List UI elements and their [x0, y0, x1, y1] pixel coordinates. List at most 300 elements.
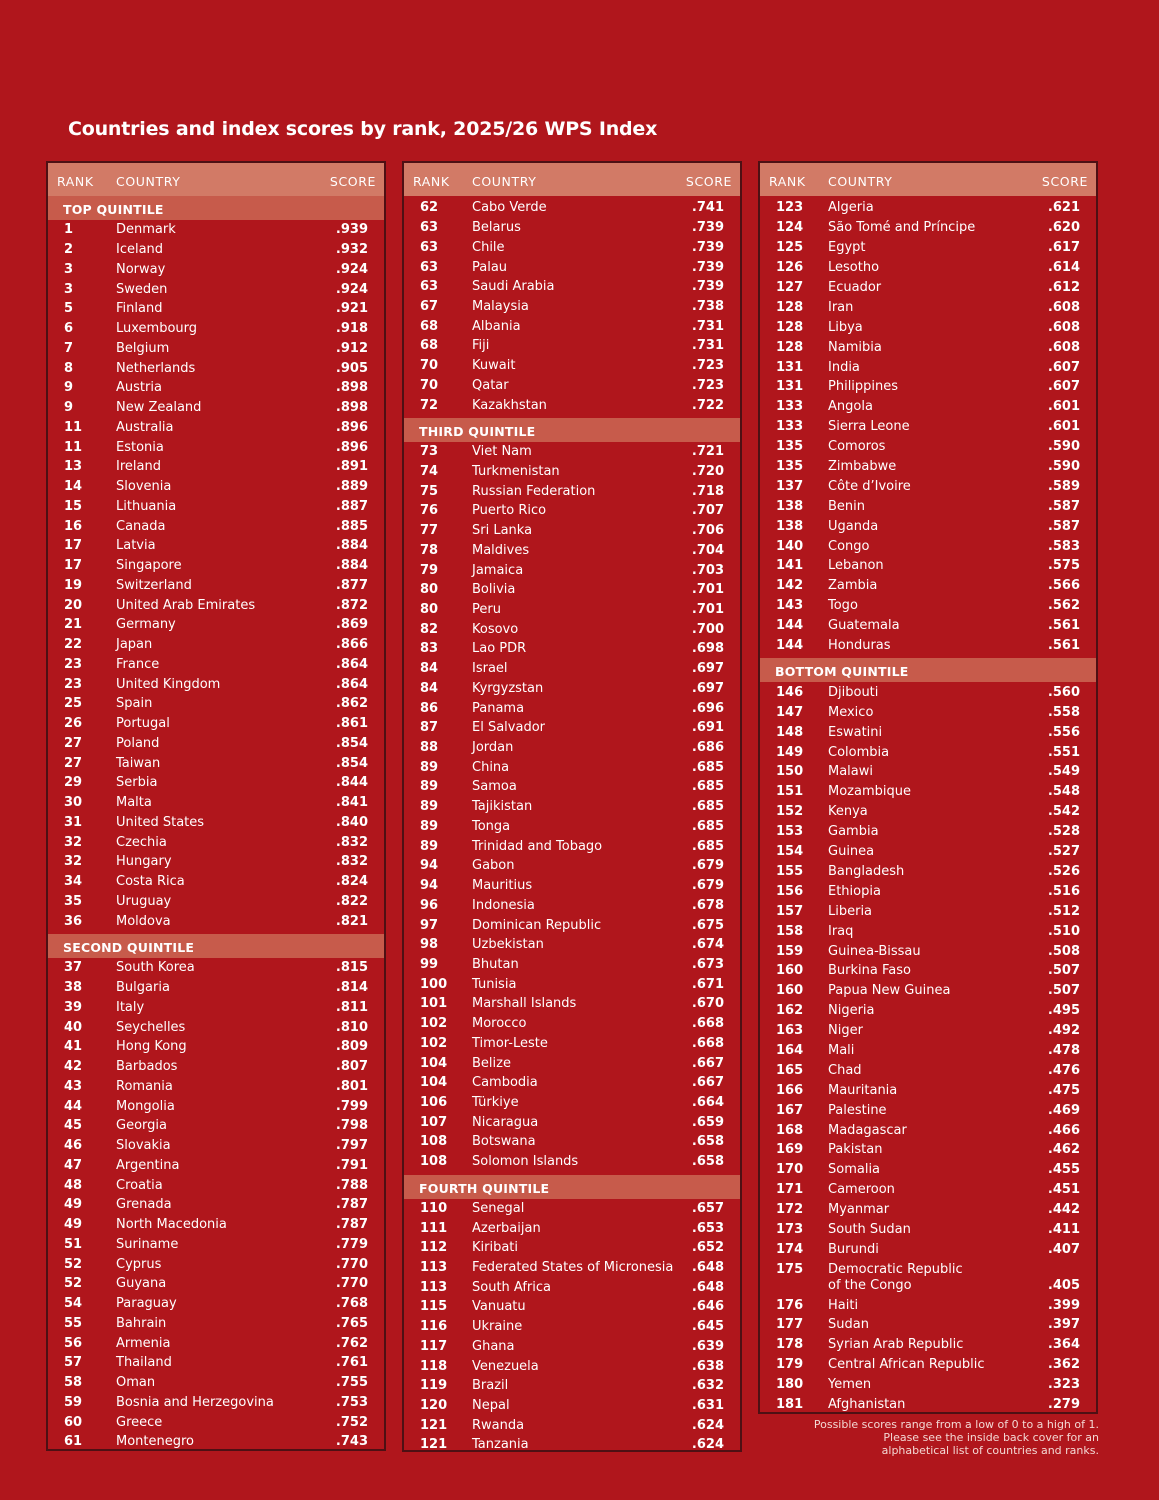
country-name-line: Sweden — [116, 281, 168, 297]
country-name-line: Bulgaria — [116, 980, 170, 996]
score-cell: .455 — [1047, 1162, 1080, 1178]
country-cell — [116, 1434, 194, 1450]
table-row — [404, 1376, 740, 1396]
table-row — [404, 541, 740, 561]
rank-cell: 162 — [776, 1003, 804, 1019]
country-cell — [828, 944, 921, 960]
rank-cell: 179 — [776, 1357, 804, 1373]
rank-cell: 111 — [420, 1220, 448, 1236]
table-row — [48, 240, 384, 260]
country-name-line: Greece — [116, 1414, 163, 1430]
table-row — [404, 1435, 740, 1455]
country-name-line: Guinea — [828, 844, 875, 860]
score-cell: .614 — [1047, 260, 1080, 276]
rank-cell: 37 — [64, 960, 83, 976]
rank-cell: 27 — [64, 755, 83, 771]
country-name-line: Italy — [116, 999, 145, 1015]
country-cell — [828, 764, 873, 780]
rank-cell: 131 — [776, 359, 804, 375]
rank-cell: 147 — [776, 704, 804, 720]
score-cell: .866 — [335, 637, 368, 653]
table-row — [404, 679, 740, 699]
country-name-line: Honduras — [828, 638, 891, 654]
score-cell: .861 — [335, 716, 368, 732]
table-row — [404, 1218, 740, 1238]
country-header: COUNTRY — [472, 174, 537, 189]
table-row — [760, 1120, 1096, 1140]
rank-cell: 17 — [64, 558, 83, 574]
country-cell — [828, 220, 975, 236]
table-row — [48, 1254, 384, 1274]
table-row — [48, 635, 384, 655]
country-name-line: Burkina Faso — [828, 963, 911, 979]
rank-cell: 60 — [64, 1414, 83, 1430]
score-cell: .548 — [1047, 784, 1080, 800]
score-cell: .722 — [691, 397, 724, 413]
country-cell — [472, 996, 576, 1012]
country-name-line: Lebanon — [828, 558, 884, 574]
country-name-line: Libya — [828, 319, 863, 335]
table-row — [760, 1180, 1096, 1200]
table-row — [48, 576, 384, 596]
footnote — [814, 1418, 1099, 1457]
country-name-line: Fiji — [472, 338, 490, 354]
table-row — [48, 319, 384, 339]
country-name-line: Spain — [116, 696, 153, 712]
country-cell — [472, 338, 489, 354]
table-row — [760, 742, 1096, 762]
country-name-line: Taiwan — [116, 755, 161, 771]
country-name-line: United States — [116, 814, 205, 830]
country-cell — [116, 519, 165, 535]
rank-cell: 58 — [64, 1375, 83, 1391]
country-name-line: Samoa — [472, 779, 517, 795]
score-cell: .924 — [335, 261, 368, 277]
country-name-line: New Zealand — [116, 400, 202, 416]
country-name-line: Ecuador — [828, 280, 882, 295]
score-cell: .697 — [691, 680, 724, 696]
country-name-line: Maldives — [472, 542, 530, 558]
country-cell — [472, 1201, 524, 1217]
score-cell: .905 — [335, 360, 368, 376]
rank-cell: 47 — [64, 1157, 83, 1173]
country-name-line: Finland — [116, 301, 163, 317]
country-cell — [116, 736, 159, 752]
footnote-line-3: alphabetical list of countries and ranks. — [881, 1444, 1099, 1457]
score-cell: .462 — [1047, 1142, 1080, 1158]
country-cell — [116, 1020, 185, 1036]
score-cell: .652 — [691, 1240, 724, 1256]
country-cell — [828, 705, 873, 721]
score-cell: .664 — [691, 1094, 724, 1110]
country-cell — [828, 459, 896, 475]
country-name-line: Canada — [116, 518, 166, 534]
rank-cell: 84 — [420, 661, 439, 677]
table-row — [404, 1415, 740, 1435]
rank-cell: 135 — [776, 439, 804, 455]
quintile-label: THIRD QUINTILE — [419, 423, 536, 439]
score-header: SCORE — [329, 174, 376, 189]
rank-cell: 56 — [64, 1335, 83, 1351]
table-row — [404, 218, 740, 238]
rank-cell: 119 — [420, 1378, 448, 1394]
rank-cell: 144 — [776, 638, 804, 654]
country-name-line: Israel — [472, 661, 508, 677]
table-row — [48, 1393, 384, 1413]
country-cell — [828, 1317, 869, 1333]
country-header: COUNTRY — [828, 174, 893, 189]
table-row — [760, 397, 1096, 417]
country-name-line: Japan — [116, 637, 153, 653]
table-row — [48, 1353, 384, 1373]
country-cell — [116, 1276, 166, 1292]
rank-cell: 80 — [420, 602, 439, 618]
section-end-spacer — [404, 1455, 740, 1458]
score-cell: .799 — [335, 1098, 368, 1114]
score-cell: .739 — [691, 279, 724, 295]
country-name-line: Türkiye — [472, 1094, 519, 1110]
country-cell — [116, 637, 152, 653]
rank-cell: 167 — [776, 1102, 804, 1118]
rank-cell: 94 — [420, 858, 439, 874]
score-cell: .685 — [691, 799, 724, 815]
rank-cell: 63 — [420, 239, 439, 255]
country-cell — [116, 677, 220, 693]
score-cell: .721 — [691, 444, 724, 460]
rank-cell: 32 — [64, 834, 83, 850]
table-row — [48, 299, 384, 319]
table-header — [404, 163, 740, 196]
table-row — [760, 1335, 1096, 1355]
rank-cell: 165 — [776, 1062, 804, 1078]
country-cell — [472, 799, 532, 815]
rank-cell: 68 — [420, 338, 439, 354]
table-row — [48, 813, 384, 833]
country-cell — [116, 538, 156, 554]
country-name-line: Egypt — [828, 240, 866, 256]
score-cell: .723 — [691, 358, 724, 374]
country-cell — [472, 543, 529, 559]
country-name-line: Panama — [472, 700, 525, 716]
country-name-line: Portugal — [116, 716, 170, 732]
country-name-line: Ukraine — [472, 1319, 523, 1335]
score-cell: .884 — [335, 558, 368, 574]
country-name-line: Albania — [472, 318, 521, 334]
country-name-line: China — [472, 759, 510, 775]
country-name-line: Denmark — [116, 222, 176, 238]
country-cell — [116, 960, 195, 976]
rank-cell: 126 — [776, 260, 804, 276]
country-name-line: Senegal — [472, 1200, 525, 1216]
country-cell — [472, 1154, 578, 1170]
quintile-band — [760, 658, 1096, 682]
score-cell: .607 — [1047, 379, 1080, 395]
country-name-line: Zambia — [828, 578, 878, 594]
country-name-line: South Africa — [472, 1279, 551, 1295]
country-cell — [828, 1397, 905, 1413]
rank-cell: 83 — [420, 641, 439, 657]
country-name-line: Uruguay — [116, 893, 172, 909]
country-cell — [828, 1162, 880, 1178]
country-cell — [472, 779, 517, 795]
country-cell — [828, 439, 885, 455]
score-cell: .620 — [1047, 220, 1080, 236]
table-row — [760, 536, 1096, 556]
country-cell — [828, 884, 881, 900]
country-cell — [472, 681, 543, 697]
table-row — [760, 437, 1096, 457]
rank-cell: 170 — [776, 1162, 804, 1178]
score-cell: .451 — [1047, 1182, 1080, 1198]
table-row — [760, 377, 1096, 397]
rank-cell: 128 — [776, 339, 804, 355]
rank-cell: 131 — [776, 379, 804, 395]
country-name-line: Mali — [828, 1042, 855, 1058]
score-cell: .405 — [1047, 1277, 1080, 1293]
score-cell: .617 — [1047, 240, 1080, 256]
rank-cell: 31 — [64, 814, 83, 830]
ranking-column-3 — [758, 161, 1098, 1414]
rank-cell: 100 — [420, 976, 448, 992]
score-cell: .809 — [335, 1039, 368, 1055]
table-row — [404, 1396, 740, 1416]
country-name-line: Myanmar — [828, 1202, 890, 1218]
country-name-line: Hong Kong — [116, 1039, 187, 1055]
rank-cell: 171 — [776, 1182, 804, 1198]
rank-cell: 19 — [64, 577, 83, 593]
score-cell: .840 — [335, 814, 368, 830]
table-row — [404, 718, 740, 738]
rank-cell: 137 — [776, 478, 804, 494]
country-cell — [472, 260, 507, 276]
country-cell — [116, 1257, 161, 1273]
score-cell: .658 — [691, 1154, 724, 1170]
country-name-line: Malawi — [828, 764, 874, 780]
country-cell — [472, 878, 532, 894]
table-row — [760, 198, 1096, 218]
score-cell: .832 — [335, 854, 368, 870]
country-cell — [116, 321, 197, 337]
rank-cell: 166 — [776, 1082, 804, 1098]
country-cell — [116, 558, 182, 574]
country-cell — [116, 874, 185, 890]
country-cell — [116, 1138, 171, 1154]
rank-cell: 9 — [64, 380, 74, 396]
country-cell — [116, 479, 171, 495]
score-cell: .770 — [335, 1276, 368, 1292]
country-name-line: Syrian Arab Republic — [828, 1337, 964, 1353]
rank-cell: 146 — [776, 684, 804, 700]
table-row — [404, 619, 740, 639]
country-name-line: Netherlands — [116, 360, 196, 376]
rank-cell: 102 — [420, 1035, 448, 1051]
country-name-line: Estonia — [116, 439, 164, 455]
country-name-line: Kenya — [828, 804, 868, 820]
score-cell: .469 — [1047, 1102, 1080, 1118]
rank-cell: 55 — [64, 1315, 83, 1331]
country-name-line: Kazakhstan — [472, 397, 547, 413]
table-row — [760, 636, 1096, 656]
quintile-band — [48, 934, 384, 958]
rank-cell: 175 — [776, 1261, 804, 1277]
score-header: SCORE — [685, 174, 732, 189]
country-name-line: Sri Lanka — [472, 523, 533, 539]
country-cell — [116, 420, 174, 436]
country-cell — [116, 400, 201, 416]
country-cell — [472, 701, 524, 717]
footnote-line-2: Please see the inside back cover for an — [883, 1431, 1099, 1444]
country-name-line: Lao PDR — [472, 641, 527, 657]
rank-cell: 108 — [420, 1134, 448, 1150]
rank-cell: 121 — [420, 1417, 448, 1433]
rank-cell: 70 — [420, 377, 439, 393]
country-name-line: Lesotho — [828, 260, 880, 276]
country-name-line: Cameroon — [828, 1182, 895, 1198]
rank-cell: 32 — [64, 854, 83, 870]
score-cell: .697 — [691, 661, 724, 677]
country-cell — [828, 1023, 863, 1039]
country-name-line: Federated States of Micronesia — [472, 1260, 674, 1276]
table-row — [48, 1333, 384, 1353]
rank-cell: 120 — [420, 1398, 448, 1414]
country-name-line: Guatemala — [828, 618, 900, 634]
score-cell: .601 — [1047, 419, 1080, 435]
table-row — [404, 600, 740, 620]
country-name-line: Suriname — [116, 1236, 179, 1252]
rank-cell: 149 — [776, 744, 804, 760]
rank-cell: 88 — [420, 740, 439, 756]
table-row — [760, 258, 1096, 278]
country-cell — [828, 300, 853, 316]
country-name-line: Bolivia — [472, 582, 516, 598]
rank-cell: 168 — [776, 1122, 804, 1138]
table-row — [48, 872, 384, 892]
table-row — [404, 481, 740, 501]
score-cell: .685 — [691, 838, 724, 854]
country-name-line: Sierra Leone — [828, 419, 910, 435]
score-cell: .645 — [691, 1319, 724, 1335]
rank-cell: 48 — [64, 1177, 83, 1193]
country-name-line: Benin — [828, 498, 866, 514]
table-row — [760, 297, 1096, 317]
table-row — [760, 1060, 1096, 1080]
country-cell — [472, 1398, 510, 1414]
score-cell: .864 — [335, 656, 368, 672]
table-row — [404, 817, 740, 837]
score-cell: .512 — [1047, 903, 1080, 919]
score-cell: .761 — [335, 1355, 368, 1371]
rank-cell: 70 — [420, 358, 439, 374]
rank-cell: 22 — [64, 637, 83, 653]
score-cell: .844 — [335, 775, 368, 791]
table-row — [48, 1215, 384, 1235]
country-name-line: India — [828, 359, 860, 375]
country-cell — [828, 1043, 854, 1059]
country-cell — [472, 937, 544, 953]
score-cell: .478 — [1047, 1042, 1080, 1058]
country-cell — [828, 725, 882, 741]
rank-cell: 89 — [420, 818, 439, 834]
rank-cell: 115 — [420, 1299, 448, 1315]
country-cell — [472, 200, 547, 216]
country-cell — [472, 839, 602, 855]
score-cell: .648 — [691, 1279, 724, 1295]
country-name-line: Ghana — [472, 1338, 515, 1354]
table-row — [404, 994, 740, 1014]
country-cell — [828, 1142, 882, 1158]
rank-cell: 97 — [420, 917, 439, 933]
score-cell: .510 — [1047, 923, 1080, 939]
table-row — [760, 1315, 1096, 1335]
score-cell: .791 — [335, 1157, 368, 1173]
score-cell: .864 — [335, 676, 368, 692]
table-row — [48, 674, 384, 694]
table-row — [404, 442, 740, 462]
country-cell — [116, 1158, 179, 1174]
country-name-line: Kiribati — [472, 1240, 519, 1256]
country-name-line: Bosnia and Herzegovina — [116, 1394, 274, 1410]
country-name-line: Cabo Verde — [472, 200, 547, 216]
rank-cell: 73 — [420, 444, 439, 460]
rank-header: RANK — [57, 174, 94, 189]
table-row — [48, 852, 384, 872]
score-cell: .841 — [335, 795, 368, 811]
table-row — [760, 476, 1096, 496]
table-row — [760, 901, 1096, 921]
table-row — [760, 576, 1096, 596]
country-cell — [472, 1319, 522, 1335]
country-name-line: Morocco — [472, 1016, 527, 1032]
score-cell: .562 — [1047, 598, 1080, 614]
score-cell: .526 — [1047, 863, 1080, 879]
table-row — [760, 516, 1096, 536]
table-row — [404, 1093, 740, 1113]
table-row — [48, 418, 384, 438]
country-name-line: Belize — [472, 1055, 511, 1071]
country-cell — [828, 824, 879, 840]
country-cell — [828, 1377, 871, 1393]
country-name-line: Philippines — [828, 379, 899, 395]
table-row — [404, 1152, 740, 1172]
country-cell — [472, 661, 508, 677]
country-name-line: Iceland — [116, 242, 164, 258]
table-row — [404, 257, 740, 277]
score-cell: .691 — [691, 720, 724, 736]
country-cell — [116, 499, 176, 515]
country-cell — [472, 720, 545, 736]
score-cell: .743 — [335, 1434, 368, 1450]
country-cell — [116, 1375, 155, 1391]
country-name-line: Niger — [828, 1023, 863, 1039]
country-cell — [828, 1242, 879, 1258]
country-name-line: Peru — [472, 602, 501, 618]
country-cell — [116, 598, 255, 614]
country-cell — [116, 657, 159, 673]
rank-cell: 157 — [776, 903, 804, 919]
rank-cell: 142 — [776, 578, 804, 594]
country-cell — [472, 977, 516, 993]
rank-cell: 1 — [64, 222, 74, 238]
country-name-line: North Macedonia — [116, 1217, 227, 1233]
table-row — [48, 832, 384, 852]
rank-cell: 27 — [64, 735, 83, 751]
rank-cell: 160 — [776, 963, 804, 979]
country-name-line: Austria — [116, 380, 162, 396]
country-name-line: Australia — [116, 419, 174, 435]
table-row — [48, 978, 384, 998]
rank-cell: 30 — [64, 795, 83, 811]
country-cell — [116, 301, 162, 317]
